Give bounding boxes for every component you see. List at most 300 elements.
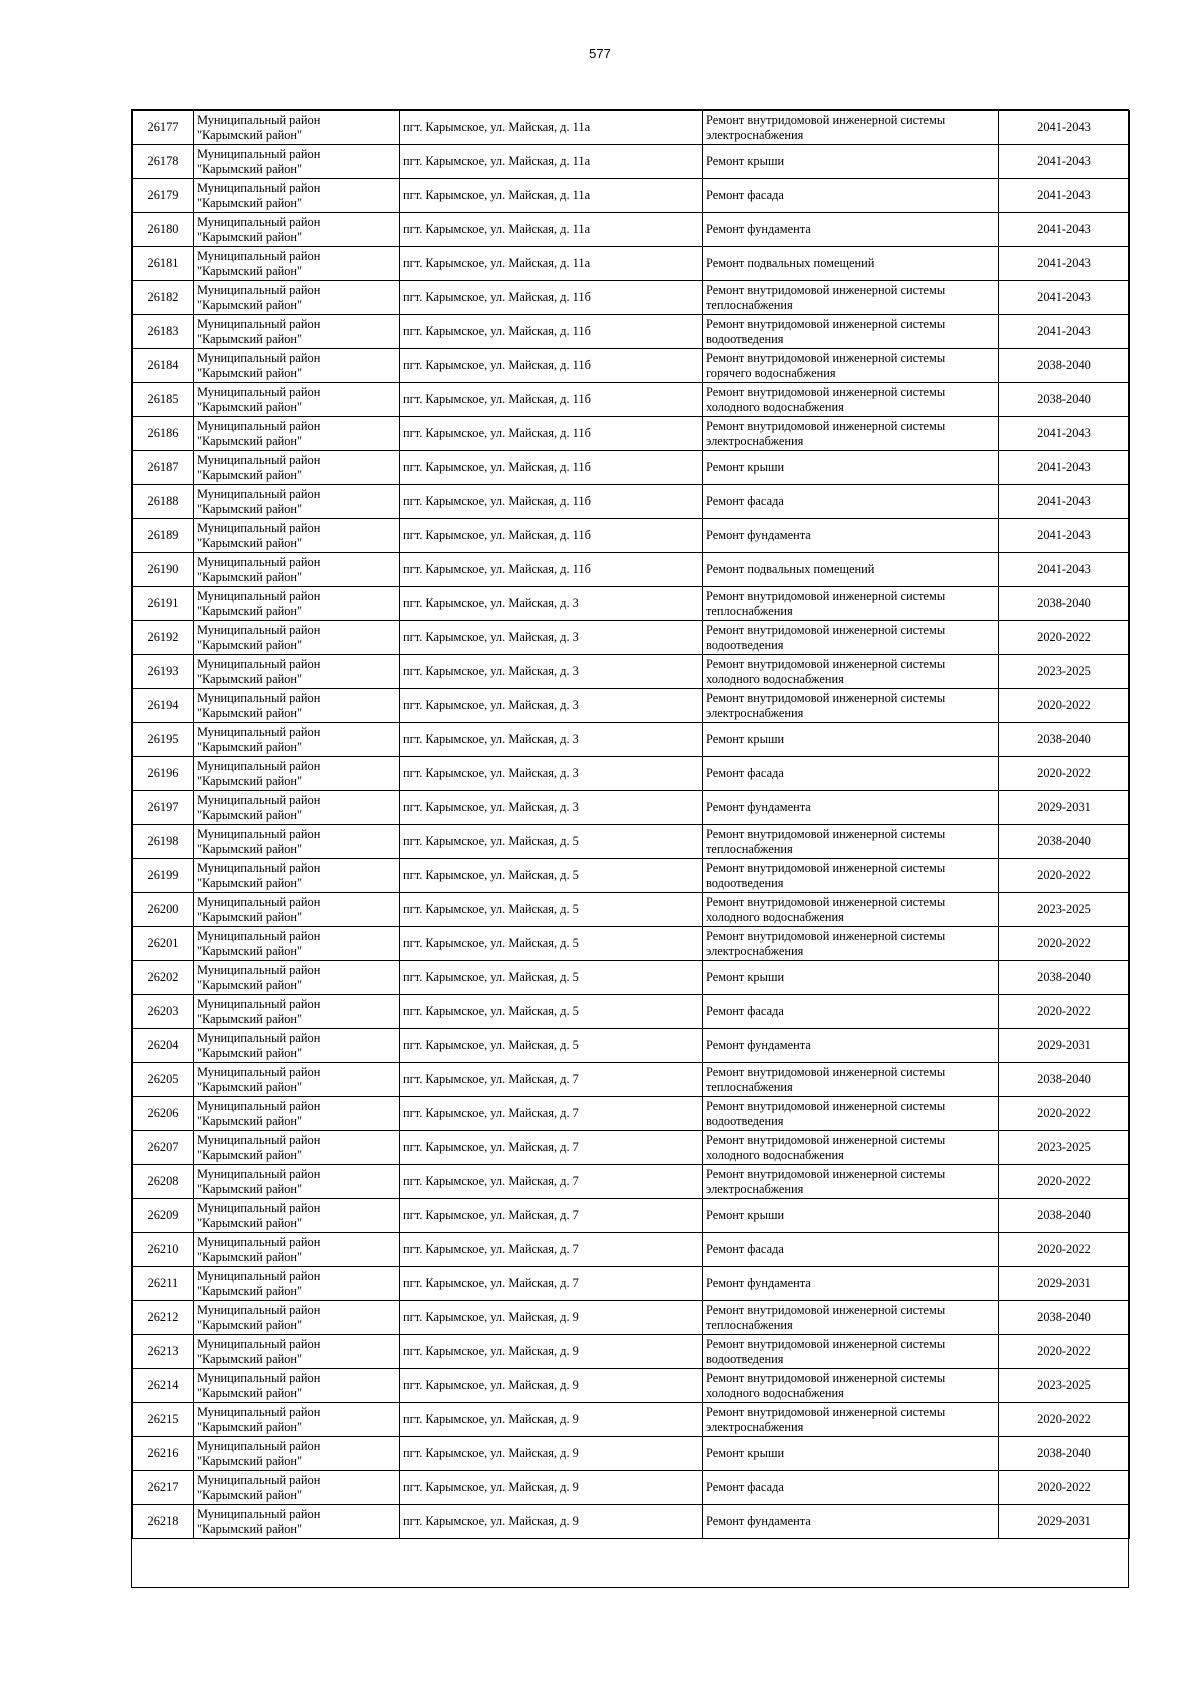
period-cell: [999, 893, 1130, 927]
work-type-line: Ремонт фундамента: [706, 800, 811, 814]
row-number-cell: [133, 417, 194, 451]
work-type-cell: [703, 1063, 999, 1097]
municipality-line: "Карымский район": [197, 1317, 303, 1332]
row-number: 26217: [147, 1480, 179, 1494]
municipality-cell: [194, 1403, 400, 1437]
address-cell: [400, 1505, 703, 1539]
period-cell: [999, 519, 1130, 553]
period-cell: [999, 587, 1130, 621]
address-cell: [400, 1403, 703, 1437]
municipality-line: "Карымский район": [197, 671, 303, 686]
period: 2041-2043: [1037, 324, 1091, 338]
address: пгт. Карымское, ул. Майская, д. 3: [403, 766, 579, 780]
municipality-cell: [194, 179, 400, 213]
address-cell: [400, 1369, 703, 1403]
address-cell: [400, 111, 703, 145]
municipality-line: Муниципальный район: [197, 1064, 321, 1079]
municipality-cell: [194, 791, 400, 825]
period-cell: [999, 961, 1130, 995]
address-cell: [400, 417, 703, 451]
work-type-line: Ремонт фасада: [706, 1480, 784, 1494]
row-number-cell: [133, 1437, 194, 1471]
municipality-line: "Карымский район": [197, 705, 303, 720]
municipality-line: Муниципальный район: [197, 1370, 321, 1385]
period-cell: [999, 145, 1130, 179]
municipality-cell: [194, 1335, 400, 1369]
row-number: 26179: [147, 188, 179, 202]
work-type-line: Ремонт подвальных помещений: [706, 562, 875, 576]
municipality-line: "Карымский район": [197, 161, 303, 176]
table-row: [133, 757, 1130, 791]
work-type-cell: [703, 927, 999, 961]
row-number-cell: [133, 213, 194, 247]
address-cell: [400, 179, 703, 213]
municipality-cell: [194, 621, 400, 655]
row-number: 26204: [147, 1038, 179, 1052]
work-type-line: Ремонт фундамента: [706, 222, 811, 236]
table-row: [133, 1437, 1130, 1471]
work-type-line: Ремонт фундамента: [706, 528, 811, 542]
municipality-line: Муниципальный район: [197, 724, 321, 739]
work-type-cell: [703, 485, 999, 519]
work-type-cell: [703, 519, 999, 553]
municipality-line: Муниципальный район: [197, 1302, 321, 1317]
work-type-line: Ремонт внутридомовой инженерной системы: [706, 928, 946, 943]
row-number-cell: [133, 1403, 194, 1437]
period: 2020-2022: [1037, 1242, 1091, 1256]
municipality-cell: [194, 587, 400, 621]
table-row: [133, 213, 1130, 247]
work-type-line: Ремонт фундамента: [706, 1514, 811, 1528]
row-number-cell: [133, 145, 194, 179]
municipality-line: Муниципальный район: [197, 826, 321, 841]
row-number-cell: [133, 383, 194, 417]
work-type-cell: [703, 1131, 999, 1165]
municipality-cell: [194, 1437, 400, 1471]
period-cell: [999, 281, 1130, 315]
period-cell: [999, 1029, 1130, 1063]
row-number-cell: [133, 247, 194, 281]
repair-program-table: [132, 110, 1130, 1539]
work-type-line: Ремонт внутридомовой инженерной системы: [706, 860, 946, 875]
row-number-cell: [133, 179, 194, 213]
work-type-cell: [703, 1029, 999, 1063]
work-type-cell: [703, 621, 999, 655]
municipality-line: "Карымский район": [197, 297, 303, 312]
work-type-cell: [703, 995, 999, 1029]
table-row: [133, 383, 1130, 417]
address-cell: [400, 315, 703, 349]
work-type-line: Ремонт внутридомовой инженерной системы: [706, 1098, 946, 1113]
address: пгт. Карымское, ул. Майская, д. 9: [403, 1446, 579, 1460]
period: 2038-2040: [1037, 732, 1091, 746]
row-number-cell: [133, 111, 194, 145]
address: пгт. Карымское, ул. Майская, д. 11б: [403, 324, 591, 338]
municipality-line: "Карымский район": [197, 331, 303, 346]
municipality-cell: [194, 893, 400, 927]
work-type-line: Ремонт внутридомовой инженерной системы: [706, 826, 946, 841]
table-row: [133, 1063, 1130, 1097]
row-number-cell: [133, 1063, 194, 1097]
municipality-line: Муниципальный район: [197, 282, 321, 297]
period-cell: [999, 689, 1130, 723]
work-type-line: теплоснабжения: [706, 841, 793, 856]
period: 2023-2025: [1037, 1140, 1091, 1154]
municipality-line: Муниципальный район: [197, 1404, 321, 1419]
row-number: 26213: [147, 1344, 179, 1358]
municipality-cell: [194, 349, 400, 383]
address-cell: [400, 145, 703, 179]
municipality-cell: [194, 723, 400, 757]
address-cell: [400, 621, 703, 655]
table-row: [133, 179, 1130, 213]
table-row: [133, 655, 1130, 689]
row-number-cell: [133, 1131, 194, 1165]
address: пгт. Карымское, ул. Майская, д. 7: [403, 1208, 579, 1222]
row-number-cell: [133, 1471, 194, 1505]
table-row: [133, 927, 1130, 961]
work-type-line: Ремонт внутридомовой инженерной системы: [706, 1132, 946, 1147]
period-cell: [999, 655, 1130, 689]
municipality-line: Муниципальный район: [197, 180, 321, 195]
row-number-cell: [133, 1369, 194, 1403]
period-cell: [999, 1335, 1130, 1369]
municipality-line: Муниципальный район: [197, 316, 321, 331]
municipality-cell: [194, 1505, 400, 1539]
table-row: [133, 723, 1130, 757]
work-type-line: теплоснабжения: [706, 1317, 793, 1332]
work-type-cell: [703, 1165, 999, 1199]
municipality-cell: [194, 1199, 400, 1233]
work-type-cell: [703, 1301, 999, 1335]
municipality-line: Муниципальный район: [197, 996, 321, 1011]
period-cell: [999, 621, 1130, 655]
work-type-line: водоотведения: [706, 875, 784, 890]
municipality-line: Муниципальный район: [197, 1268, 321, 1283]
period: 2023-2025: [1037, 664, 1091, 678]
address-cell: [400, 791, 703, 825]
period-cell: [999, 757, 1130, 791]
municipality-line: "Карымский район": [197, 1385, 303, 1400]
row-number: 26210: [147, 1242, 179, 1256]
address-cell: [400, 1335, 703, 1369]
row-number: 26192: [147, 630, 179, 644]
row-number: 26187: [147, 460, 179, 474]
period-cell: [999, 1369, 1130, 1403]
row-number-cell: [133, 315, 194, 349]
work-type-line: Ремонт внутридомовой инженерной системы: [706, 418, 946, 433]
address: пгт. Карымское, ул. Майская, д. 11б: [403, 290, 591, 304]
period: 2041-2043: [1037, 256, 1091, 270]
municipality-line: "Карымский район": [197, 603, 303, 618]
row-number-cell: [133, 961, 194, 995]
row-number: 26178: [147, 154, 179, 168]
work-type-cell: [703, 1335, 999, 1369]
period: 2020-2022: [1037, 868, 1091, 882]
municipality-line: Муниципальный район: [197, 520, 321, 535]
municipality-cell: [194, 485, 400, 519]
municipality-line: "Карымский район": [197, 229, 303, 244]
period: 2041-2043: [1037, 460, 1091, 474]
municipality-cell: [194, 145, 400, 179]
municipality-line: "Карымский район": [197, 195, 303, 210]
municipality-line: "Карымский район": [197, 977, 303, 992]
work-type-cell: [703, 383, 999, 417]
row-number: 26198: [147, 834, 179, 848]
municipality-cell: [194, 1165, 400, 1199]
address: пгт. Карымское, ул. Майская, д. 3: [403, 800, 579, 814]
work-type-cell: [703, 451, 999, 485]
address-cell: [400, 689, 703, 723]
work-type-line: Ремонт фасада: [706, 188, 784, 202]
row-number-cell: [133, 655, 194, 689]
address: пгт. Карымское, ул. Майская, д. 11б: [403, 528, 591, 542]
period-cell: [999, 1437, 1130, 1471]
work-type-line: Ремонт крыши: [706, 154, 785, 168]
period: 2029-2031: [1037, 800, 1091, 814]
address-cell: [400, 655, 703, 689]
table-row: [133, 1131, 1130, 1165]
municipality-line: "Карымский район": [197, 739, 303, 754]
municipality-line: Муниципальный район: [197, 1098, 321, 1113]
row-number: 26199: [147, 868, 179, 882]
work-type-line: Ремонт внутридомовой инженерной системы: [706, 1064, 946, 1079]
period: 2020-2022: [1037, 1106, 1091, 1120]
period: 2020-2022: [1037, 1344, 1091, 1358]
row-number-cell: [133, 281, 194, 315]
address-cell: [400, 859, 703, 893]
municipality-line: "Карымский район": [197, 1283, 303, 1298]
work-type-line: водоотведения: [706, 1351, 784, 1366]
row-number: 26215: [147, 1412, 179, 1426]
row-number-cell: [133, 1335, 194, 1369]
period-cell: [999, 1301, 1130, 1335]
municipality-line: "Карымский район": [197, 1351, 303, 1366]
period-cell: [999, 1097, 1130, 1131]
municipality-line: "Карымский район": [197, 467, 303, 482]
work-type-line: теплоснабжения: [706, 1079, 793, 1094]
municipality-line: Муниципальный район: [197, 1200, 321, 1215]
municipality-line: "Карымский район": [197, 1147, 303, 1162]
row-number-cell: [133, 825, 194, 859]
table-row: [133, 417, 1130, 451]
municipality-line: Муниципальный район: [197, 962, 321, 977]
work-type-line: Ремонт фасада: [706, 494, 784, 508]
municipality-cell: [194, 1301, 400, 1335]
period-cell: [999, 825, 1130, 859]
address: пгт. Карымское, ул. Майская, д. 11а: [403, 222, 591, 236]
municipality-line: Муниципальный район: [197, 622, 321, 637]
address: пгт. Карымское, ул. Майская, д. 7: [403, 1072, 579, 1086]
period-cell: [999, 1233, 1130, 1267]
municipality-cell: [194, 519, 400, 553]
work-type-cell: [703, 893, 999, 927]
address-cell: [400, 247, 703, 281]
work-type-line: Ремонт внутридомовой инженерной системы: [706, 894, 946, 909]
row-number: 26214: [147, 1378, 179, 1392]
address: пгт. Карымское, ул. Майская, д. 5: [403, 970, 579, 984]
period-cell: [999, 995, 1130, 1029]
address-cell: [400, 723, 703, 757]
row-number: 26180: [147, 222, 179, 236]
municipality-line: "Карымский район": [197, 127, 303, 142]
period-cell: [999, 247, 1130, 281]
row-number: 26212: [147, 1310, 179, 1324]
row-number: 26177: [147, 120, 179, 134]
work-type-line: Ремонт внутридомовой инженерной системы: [706, 350, 946, 365]
period-cell: [999, 213, 1130, 247]
work-type-line: Ремонт крыши: [706, 732, 785, 746]
municipality-cell: [194, 315, 400, 349]
period-cell: [999, 1471, 1130, 1505]
municipality-cell: [194, 1063, 400, 1097]
table-row: [133, 1165, 1130, 1199]
municipality-line: "Карымский район": [197, 1045, 303, 1060]
table-row: [133, 621, 1130, 655]
work-type-line: Ремонт внутридомовой инженерной системы: [706, 588, 946, 603]
municipality-line: "Карымский район": [197, 569, 303, 584]
municipality-cell: [194, 927, 400, 961]
municipality-line: "Карымский район": [197, 1079, 303, 1094]
municipality-line: Муниципальный район: [197, 384, 321, 399]
address: пгт. Карымское, ул. Майская, д. 11б: [403, 358, 591, 372]
row-number: 26208: [147, 1174, 179, 1188]
work-type-cell: [703, 1369, 999, 1403]
table-row: [133, 1029, 1130, 1063]
address: пгт. Карымское, ул. Майская, д. 9: [403, 1514, 579, 1528]
period: 2041-2043: [1037, 426, 1091, 440]
address: пгт. Карымское, ул. Майская, д. 9: [403, 1378, 579, 1392]
work-type-line: горячего водоснабжения: [706, 365, 836, 380]
period: 2020-2022: [1037, 698, 1091, 712]
period: 2038-2040: [1037, 1208, 1091, 1222]
row-number-cell: [133, 723, 194, 757]
row-number-cell: [133, 1267, 194, 1301]
municipality-cell: [194, 1097, 400, 1131]
work-type-cell: [703, 689, 999, 723]
municipality-cell: [194, 111, 400, 145]
work-type-cell: [703, 553, 999, 587]
period: 2038-2040: [1037, 1310, 1091, 1324]
municipality-line: "Карымский район": [197, 909, 303, 924]
work-type-line: водоотведения: [706, 637, 784, 652]
work-type-line: Ремонт внутридомовой инженерной системы: [706, 112, 946, 127]
work-type-line: Ремонт внутридомовой инженерной системы: [706, 1404, 946, 1419]
work-type-line: Ремонт крыши: [706, 1446, 785, 1460]
period: 2041-2043: [1037, 290, 1091, 304]
work-type-cell: [703, 145, 999, 179]
address-cell: [400, 1301, 703, 1335]
period: 2038-2040: [1037, 358, 1091, 372]
work-type-line: холодного водоснабжения: [706, 1385, 844, 1400]
municipality-cell: [194, 1267, 400, 1301]
period: 2020-2022: [1037, 1480, 1091, 1494]
municipality-line: "Карымский район": [197, 637, 303, 652]
address-cell: [400, 1165, 703, 1199]
address: пгт. Карымское, ул. Майская, д. 11а: [403, 256, 591, 270]
period: 2038-2040: [1037, 596, 1091, 610]
municipality-line: Муниципальный район: [197, 1166, 321, 1181]
period: 2029-2031: [1037, 1038, 1091, 1052]
municipality-cell: [194, 689, 400, 723]
municipality-line: Муниципальный район: [197, 860, 321, 875]
address: пгт. Карымское, ул. Майская, д. 11б: [403, 392, 591, 406]
work-type-line: Ремонт фасада: [706, 1004, 784, 1018]
row-number-cell: [133, 1301, 194, 1335]
municipality-cell: [194, 281, 400, 315]
municipality-cell: [194, 1369, 400, 1403]
row-number-cell: [133, 485, 194, 519]
work-type-line: электроснабжения: [706, 127, 804, 142]
work-type-cell: [703, 1199, 999, 1233]
address-cell: [400, 825, 703, 859]
work-type-cell: [703, 825, 999, 859]
table-row: [133, 689, 1130, 723]
address: пгт. Карымское, ул. Майская, д. 9: [403, 1480, 579, 1494]
table-row: [133, 1335, 1130, 1369]
row-number-cell: [133, 587, 194, 621]
municipality-line: Муниципальный район: [197, 758, 321, 773]
work-type-cell: [703, 1505, 999, 1539]
address-cell: [400, 553, 703, 587]
work-type-line: Ремонт внутридомовой инженерной системы: [706, 1166, 946, 1181]
period: 2020-2022: [1037, 766, 1091, 780]
table-row: [133, 145, 1130, 179]
row-number-cell: [133, 1029, 194, 1063]
row-number-cell: [133, 893, 194, 927]
period: 2041-2043: [1037, 494, 1091, 508]
municipality-line: Муниципальный район: [197, 1506, 321, 1521]
work-type-line: электроснабжения: [706, 943, 804, 958]
period-cell: [999, 451, 1130, 485]
table-row: [133, 859, 1130, 893]
row-number: 26188: [147, 494, 179, 508]
address: пгт. Карымское, ул. Майская, д. 7: [403, 1242, 579, 1256]
municipality-cell: [194, 383, 400, 417]
work-type-cell: [703, 179, 999, 213]
row-number: 26186: [147, 426, 179, 440]
municipality-line: "Карымский район": [197, 501, 303, 516]
municipality-cell: [194, 1471, 400, 1505]
municipality-line: Муниципальный район: [197, 1132, 321, 1147]
address: пгт. Карымское, ул. Майская, д. 5: [403, 936, 579, 950]
table-row: [133, 349, 1130, 383]
row-number: 26202: [147, 970, 179, 984]
row-number: 26191: [147, 596, 179, 610]
row-number-cell: [133, 927, 194, 961]
address-cell: [400, 1233, 703, 1267]
row-number-cell: [133, 1199, 194, 1233]
row-number: 26181: [147, 256, 179, 270]
row-number-cell: [133, 621, 194, 655]
municipality-cell: [194, 1131, 400, 1165]
work-type-line: Ремонт внутридомовой инженерной системы: [706, 656, 946, 671]
work-type-line: Ремонт крыши: [706, 970, 785, 984]
row-number: 26185: [147, 392, 179, 406]
row-number-cell: [133, 1233, 194, 1267]
municipality-line: "Карымский район": [197, 1487, 303, 1502]
address: пгт. Карымское, ул. Майская, д. 9: [403, 1412, 579, 1426]
period-cell: [999, 315, 1130, 349]
work-type-line: электроснабжения: [706, 1181, 804, 1196]
period: 2041-2043: [1037, 562, 1091, 576]
period: 2041-2043: [1037, 528, 1091, 542]
address-cell: [400, 757, 703, 791]
period-cell: [999, 1165, 1130, 1199]
period: 2020-2022: [1037, 936, 1091, 950]
address: пгт. Карымское, ул. Майская, д. 11б: [403, 460, 591, 474]
row-number: 26189: [147, 528, 179, 542]
